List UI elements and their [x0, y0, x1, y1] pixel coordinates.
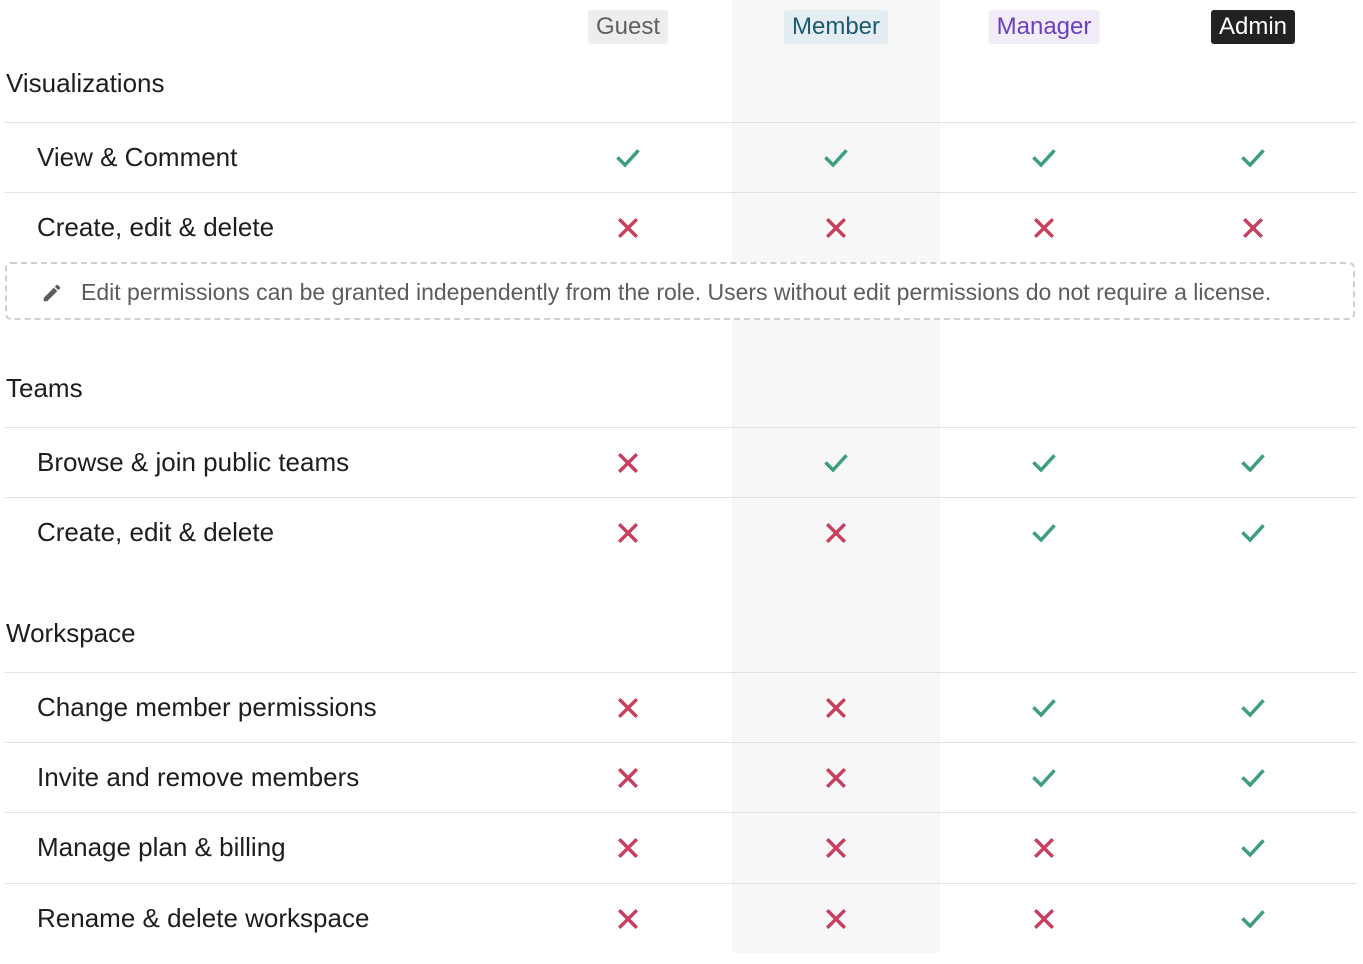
role-badge-manager: Manager	[989, 10, 1100, 44]
cross-icon	[822, 519, 850, 547]
cross-icon	[822, 905, 850, 933]
permission-cell	[816, 813, 856, 883]
permission-cell	[1024, 743, 1064, 813]
permission-label: Manage plan & billing	[37, 832, 286, 862]
permission-cell	[1233, 428, 1273, 498]
permission-row	[5, 192, 1357, 263]
pencil-icon	[41, 282, 63, 304]
check-icon	[1030, 764, 1058, 792]
permission-cell	[1024, 123, 1064, 193]
permission-cell	[816, 673, 856, 743]
check-icon	[1239, 905, 1267, 933]
permission-cell	[816, 123, 856, 193]
permission-row	[5, 497, 1357, 568]
edit-permissions-note	[5, 262, 1355, 320]
permission-cell	[608, 813, 648, 883]
permission-cell	[608, 428, 648, 498]
cross-icon	[614, 764, 642, 792]
permission-cell	[1233, 498, 1273, 568]
cross-icon	[1239, 214, 1267, 242]
permission-cell	[1024, 884, 1064, 954]
permission-cell	[608, 498, 648, 568]
permission-cell	[1024, 428, 1064, 498]
section-title-visualizations: Visualizations	[6, 68, 165, 98]
permission-cell	[1024, 193, 1064, 263]
permission-cell	[608, 673, 648, 743]
cross-icon	[1030, 214, 1058, 242]
check-icon	[1030, 694, 1058, 722]
check-icon	[1239, 834, 1267, 862]
permission-cell	[1233, 123, 1273, 193]
permission-label: View & Comment	[37, 142, 238, 172]
cross-icon	[614, 214, 642, 242]
permission-cell	[1024, 813, 1064, 883]
note-text: Edit permissions can be granted independently from the role. Users without edit permissions do not require a license.	[81, 279, 1272, 305]
permission-row	[5, 427, 1357, 498]
check-icon	[1030, 519, 1058, 547]
cross-icon	[822, 694, 850, 722]
permission-label: Rename & delete workspace	[37, 903, 370, 933]
cross-icon	[1030, 905, 1058, 933]
role-badge-guest: Guest	[588, 10, 668, 44]
check-icon	[1239, 449, 1267, 477]
permission-cell	[1024, 673, 1064, 743]
cross-icon	[822, 834, 850, 862]
check-icon	[1030, 449, 1058, 477]
permission-cell	[1233, 813, 1273, 883]
check-icon	[1030, 144, 1058, 172]
check-icon	[614, 144, 642, 172]
role-header	[0, 10, 1363, 46]
permission-cell	[816, 743, 856, 813]
permission-cell	[608, 743, 648, 813]
check-icon	[1239, 764, 1267, 792]
permission-row	[5, 672, 1357, 743]
cross-icon	[614, 694, 642, 722]
cross-icon	[822, 214, 850, 242]
cross-icon	[614, 519, 642, 547]
permission-cell	[1233, 193, 1273, 263]
role-badge-member: Member	[784, 10, 888, 44]
permission-label: Create, edit & delete	[37, 212, 275, 242]
permission-cell	[1233, 743, 1273, 813]
permission-cell	[608, 193, 648, 263]
permission-cell	[1024, 498, 1064, 568]
permission-cell	[816, 884, 856, 954]
permission-cell	[816, 498, 856, 568]
cross-icon	[614, 905, 642, 933]
check-icon	[1239, 519, 1267, 547]
cross-icon	[1030, 834, 1058, 862]
permission-row	[5, 742, 1357, 813]
check-icon	[1239, 144, 1267, 172]
section-title-teams: Teams	[6, 373, 83, 403]
permission-cell	[1233, 673, 1273, 743]
cross-icon	[614, 449, 642, 477]
permission-label: Change member permissions	[37, 692, 377, 722]
permission-label: Browse & join public teams	[37, 447, 350, 477]
section-title-workspace: Workspace	[6, 618, 136, 648]
permission-cell	[608, 123, 648, 193]
permission-label: Invite and remove members	[37, 762, 360, 792]
permission-row	[5, 812, 1357, 883]
check-icon	[1239, 694, 1267, 722]
permission-row	[5, 883, 1357, 953]
permission-cell	[608, 884, 648, 954]
check-icon	[822, 144, 850, 172]
permission-row	[5, 122, 1357, 193]
cross-icon	[822, 764, 850, 792]
permission-label: Create, edit & delete	[37, 517, 275, 547]
permission-cell	[816, 193, 856, 263]
permission-cell	[1233, 884, 1273, 954]
role-badge-admin: Admin	[1211, 10, 1295, 44]
check-icon	[822, 449, 850, 477]
permission-cell	[816, 428, 856, 498]
cross-icon	[614, 834, 642, 862]
